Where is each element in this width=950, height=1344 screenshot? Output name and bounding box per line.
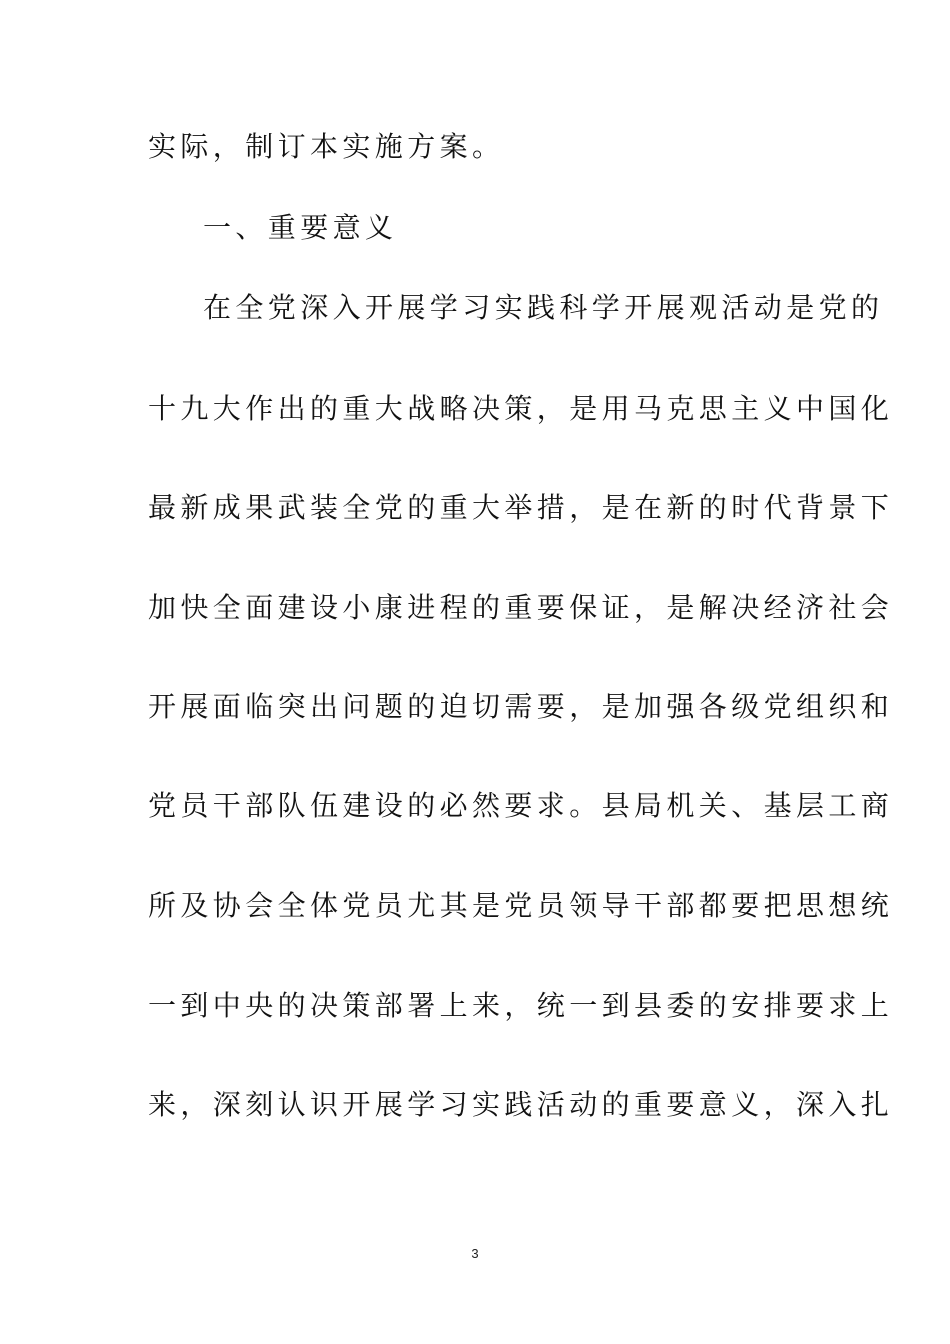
text-line: 开展面临突出问题的迫切需要，是加强各级党组织和 (148, 690, 894, 723)
text-line: 党员干部队伍建设的必然要求。县局机关、基层工商 (148, 789, 894, 822)
text-line: 一到中央的决策部署上来，统一到县委的安排要求上 (148, 989, 894, 1022)
text-line: 实际，制订本实施方案。 (148, 130, 505, 163)
page-number: 3 (471, 1246, 479, 1261)
section-heading: 一、重要意义 (203, 211, 398, 244)
text-line: 加快全面建设小康进程的重要保证，是解决经济社会 (148, 591, 894, 624)
text-line: 最新成果武装全党的重大举措，是在新的时代背景下 (148, 491, 894, 524)
text-line: 来，深刻认识开展学习实践活动的重要意义，深入扎 (148, 1088, 894, 1121)
text-line: 十九大作出的重大战略决策，是用马克思主义中国化 (148, 392, 894, 425)
text-line: 所及协会全体党员尤其是党员领导干部都要把思想统 (148, 889, 894, 922)
text-line: 在全党深入开展学习实践科学开展观活动是党的 (203, 291, 884, 324)
